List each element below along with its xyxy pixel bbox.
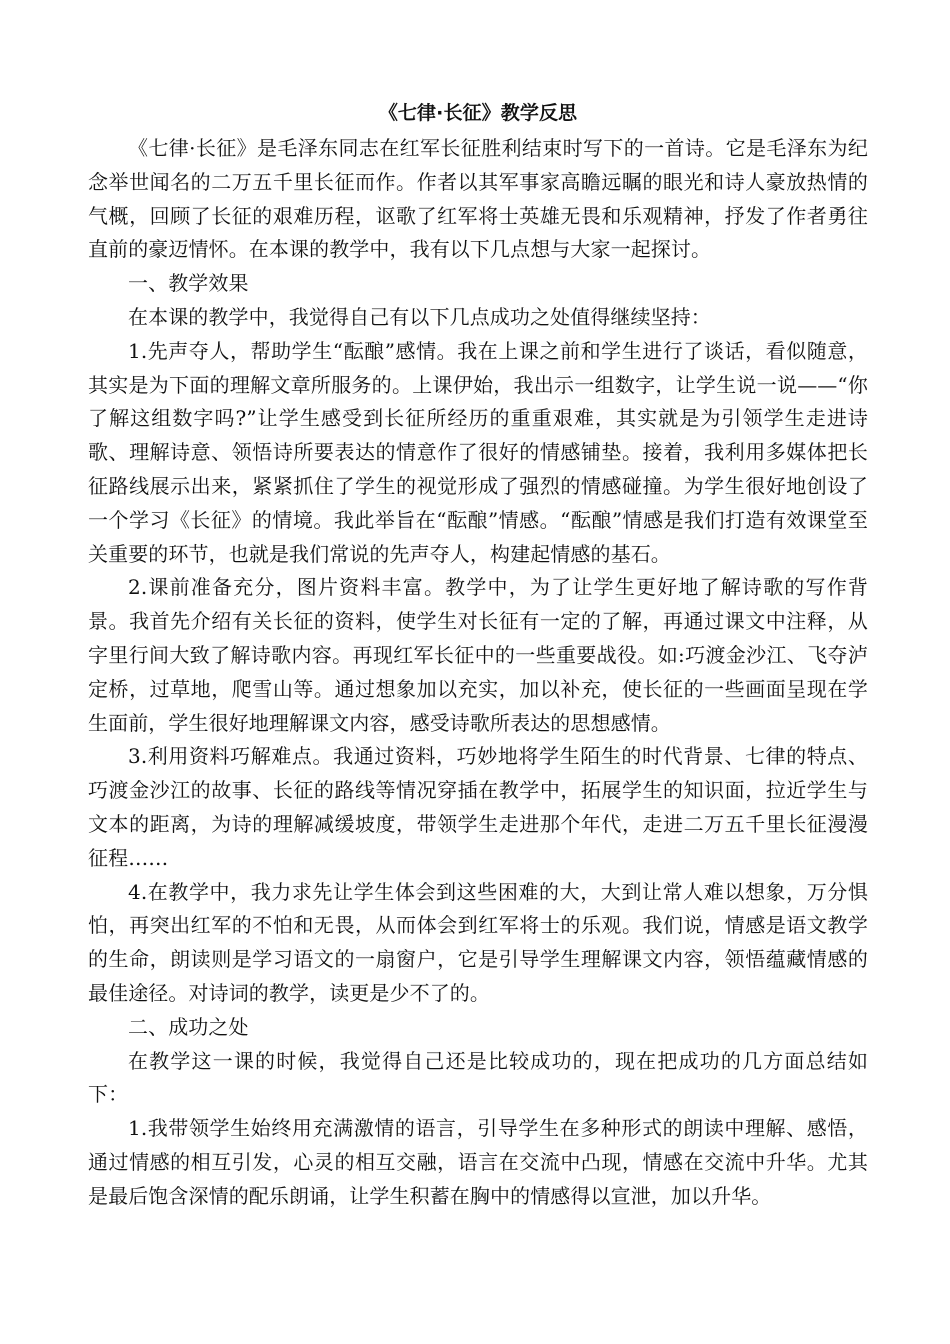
document-title: 《七律·长征》教学反思 [378,102,578,124]
paragraph: 3.利用资料巧解难点。我通过资料，巧妙地将学生陌生的时代背景、七律的特点、巧渡金沙江的故事、长征的路线等情况穿插在教学中，拓展学生的知识面，拉近学生与文本的距离，为诗的理解减缓坡度，带领学生走进那个年代，走进二万五千里长征漫漫征程…… [88,744,868,870]
paragraph: 在教学这一课的时候，我觉得自己还是比较成功的，现在把成功的几方面总结如下： [88,1048,868,1107]
paragraph: 1.先声夺人，帮助学生“酝酿”感情。我在上课之前和学生进行了谈话，看似随意，其实是为下面的理解文章所服务的。上课伊始，我出示一组数字，让学生说一说——“你了解这组数字吗?”让学生感受到长征所经历的重重艰难，其实就是为引领学生走进诗歌、理解诗意、领悟诗所要表达的情意作了很好的情感铺垫。接着，我利用多媒体把长征路线展示出来，紧紧抓住了学生的视觉形成了强烈的情感碰撞。为学生很好地创设了一个学习《长征》的情境。我此举旨在“酝酿”情感。“酝酿”情感是我们打造有效课堂至关重要的环节，也就是我们常说的先声夺人，构建起情感的基石。 [88,338,868,566]
section-heading-teaching-effect: 一、教学效果 [128,271,249,296]
section-heading-success: 二、成功之处 [128,1014,249,1039]
intro-paragraph: 《七律·长征》是毛泽东同志在红军长征胜利结束时写下的一首诗。它是毛泽东为纪念举世闻名的二万五千里长征而作。作者以其军事家高瞻远瞩的眼光和诗人豪放热情的气概，回顾了长征的艰难历程，讴歌了红军将士英雄无畏和乐观精神，抒发了作者勇往直前的豪迈情怀。在本课的教学中，我有以下几点想与大家一起探讨。 [88,136,868,262]
paragraph: 在本课的教学中，我觉得自己有以下几点成功之处值得继续坚持： [128,304,711,329]
paragraph: 2.课前准备充分，图片资料丰富。教学中，为了让学生更好地了解诗歌的写作背景。我首先介绍有关长征的资料，使学生对长征有一定的了解，再通过课文中注释，从字里行间大致了解诗歌内容。再现红军长征中的一些重要战役。如:巧渡金沙江、飞夺泸定桥，过草地，爬雪山等。通过想象加以充实，加以补充，使长征的一些画面呈现在学生面前，学生很好地理解课文内容，感受诗歌所表达的思想感情。 [88,575,868,735]
paragraph: 1.我带领学生始终用充满激情的语言，引导学生在多种形式的朗读中理解、感悟，通过情感的相互引发，心灵的相互交融，语言在交流中凸现，情感在交流中升华。尤其是最后饱含深情的配乐朗诵，让学生积蓄在胸中的情感得以宣泄，加以升华。 [88,1116,868,1208]
document-body [88,96,868,1214]
paragraph: 4.在教学中，我力求先让学生体会到这些困难的大，大到让常人难以想象，万分惧怕，再突出红军的不怕和无畏，从而体会到红军将士的乐观。我们说，情感是语文教学的生命，朗读则是学习语文的一扇窗户，它是引导学生理解课文内容，领悟蕴藏情感的最佳途径。对诗词的教学，读更是少不了的。 [88,879,868,1005]
